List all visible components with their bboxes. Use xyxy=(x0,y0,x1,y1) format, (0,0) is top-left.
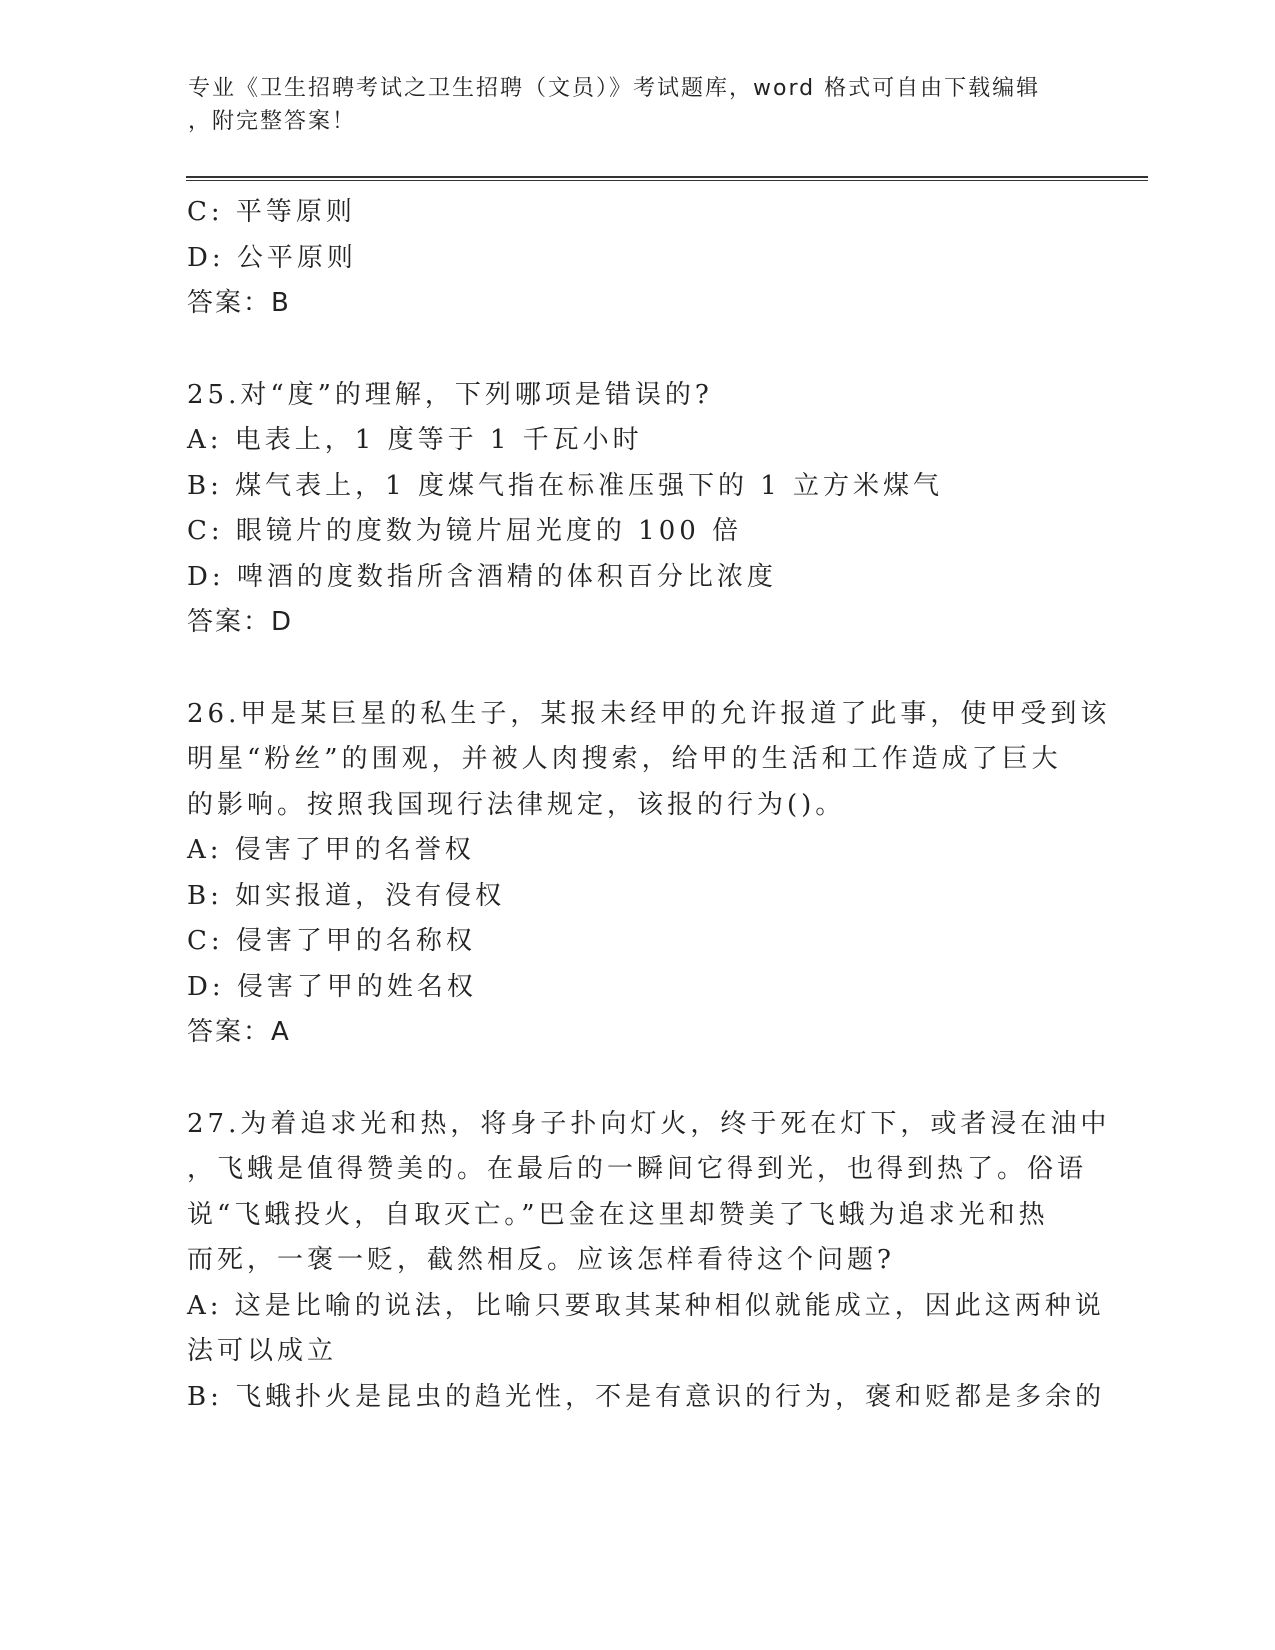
question-text: 26.甲是某巨星的私生子，某报未经甲的允许报道了此事，使甲受到该 xyxy=(187,698,1111,729)
question-content xyxy=(187,190,1111,1420)
question-text: ，飞蛾是值得赞美的。在最后的一瞬间它得到光，也得到热了。俗语 xyxy=(187,1154,1088,1184)
spacer xyxy=(187,327,1087,373)
option-c: C: 平等原则 xyxy=(187,197,356,227)
header-line-1: 专业《卫生招聘考试之卫生招聘（文员）》考试题库，word 格式可自由下载编辑 xyxy=(188,76,1041,101)
question-27 xyxy=(187,1102,1111,1421)
question-text: 说“飞蛾投火，自取灭亡。”巴金在这里却赞美了飞蛾为追求光和热 xyxy=(187,1199,1049,1230)
option-d: D: 公平原则 xyxy=(187,242,357,273)
header-divider xyxy=(186,176,1148,181)
option-d: D: 啤酒的度数指所含酒精的体积百分比浓度 xyxy=(187,561,777,592)
previous-question-tail xyxy=(187,190,1087,327)
question-text: 25.对“度”的理解，下列哪项是错误的? xyxy=(187,379,713,410)
option-a: A: 电表上，1 度等于 1 千瓦小时 xyxy=(187,425,643,455)
spacer xyxy=(187,1056,1087,1102)
option-d: D: 侵害了甲的姓名权 xyxy=(187,971,477,1002)
question-25 xyxy=(187,373,1087,646)
question-text: 而死，一褒一贬，截然相反。应该怎样看待这个问题? xyxy=(187,1245,895,1275)
header-line-2: ，附完整答案！ xyxy=(188,109,357,134)
option-c: C: 眼镜片的度数为镜片屈光度的 100 倍 xyxy=(187,516,743,546)
option-b: B: 飞蛾扑火是昆虫的趋光性，不是有意识的行为，褒和贬都是多余的 xyxy=(187,1381,1106,1412)
answer-line: 答案：D xyxy=(187,607,294,637)
option-b: B: 煤气表上，1 度煤气指在标准压强下的 1 立方米煤气 xyxy=(187,470,944,501)
question-text: 明星“粉丝”的围观，并被人肉搜索，给甲的生活和工作造成了巨大 xyxy=(187,744,1062,774)
option-c: C: 侵害了甲的名称权 xyxy=(187,926,476,956)
question-text: 的影响。按照我国现行法律规定，该报的行为()。 xyxy=(187,789,846,820)
question-26 xyxy=(187,692,1111,1056)
option-b: B: 如实报道，没有侵权 xyxy=(187,880,506,911)
spacer xyxy=(187,646,1087,692)
option-a: A: 侵害了甲的名誉权 xyxy=(187,835,475,865)
answer-line: 答案：B xyxy=(187,288,291,318)
option-a: 法可以成立 xyxy=(187,1336,338,1366)
page-header xyxy=(188,72,1068,138)
question-text: 27.为着追求光和热，将身子扑向灯火，终于死在灯下，或者浸在油中 xyxy=(187,1108,1111,1139)
option-a: A: 这是比喻的说法，比喻只要取其某种相似就能成立，因此这两种说 xyxy=(187,1290,1105,1321)
answer-line: 答案：A xyxy=(187,1017,291,1047)
